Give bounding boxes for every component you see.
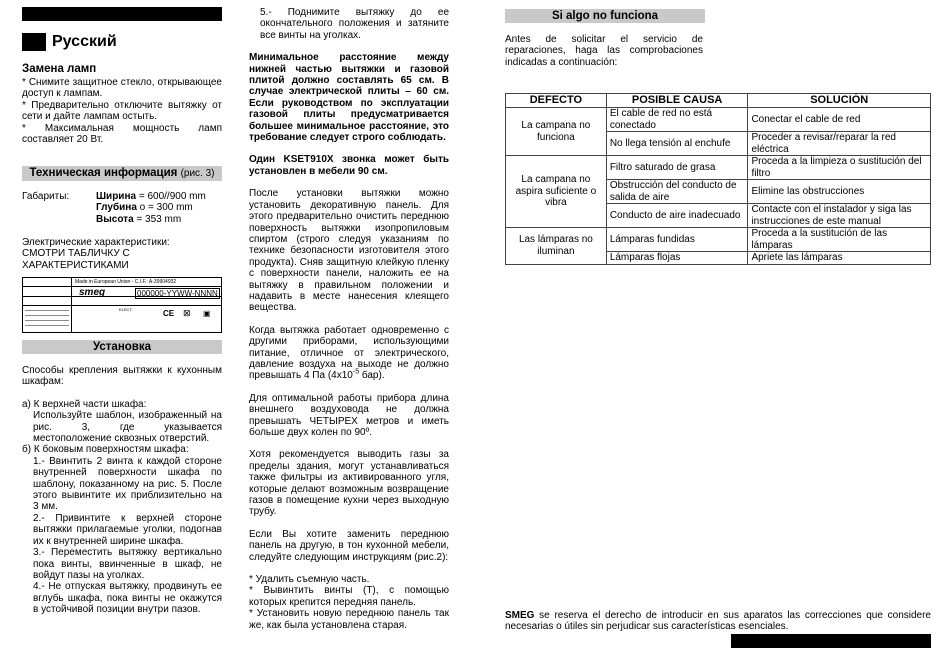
plate-serial: 000000-YYWW-NNNN: [137, 289, 218, 298]
install-b-item: 1.- Ввинтить 2 винта к каждой стороне внутренней поверхности шкафа по шаблону, показанному на рис. 5. После этого вывинтите их приблизительно на 3 мм.: [33, 455, 222, 513]
solution-cell: Apriete las lámparas: [748, 252, 931, 265]
cause-cell: El cable de red no está conectado: [606, 108, 748, 132]
install-b-item: 4.- Не отпуская вытяжку, продвинуть ее вглубь шкафа, пока винты не окажутся в устойчивой позиции внутри пазов.: [33, 581, 222, 616]
defect-cell: La campana no aspira suficiente o vibra: [506, 156, 607, 228]
header-solution: SOLUCIÓN: [748, 94, 931, 108]
solution-cell: Proceder a revisar/reparar la red eléctrica: [748, 132, 931, 156]
column-russian-2: [249, 7, 449, 631]
install-b-item: 3.- Переместить вытяжку вертикально пока винты, ввинченные в шкаф, не войдут пазы на уголках.: [33, 547, 222, 581]
tech-info-band: [22, 166, 222, 181]
cause-cell: Filtro saturado de grasa: [606, 156, 748, 180]
replace-step: * Установить новую переднюю панель так же, как была установлена старая.: [249, 608, 449, 631]
elec-line: СМОТРИ ТАБЛИЧКУ С: [22, 248, 130, 260]
plate-class-icon: ▣: [203, 309, 211, 318]
dims-label: Габариты:: [22, 191, 70, 202]
replace-step: * Вывинтить винты (Т), с помощью которых крепится передняя панель.: [249, 585, 449, 608]
plate-elect: ELECT.: [119, 307, 133, 312]
table-header-row: [506, 94, 931, 108]
cause-cell: No llega tensión al enchufe: [606, 132, 748, 156]
panel-text: После установки вытяжки можно установить декоративную панель. Для этого предварительно очистить переднюю поверхность вытяжки изопропиловым спиртом (строго следуя указаниям по технике безопасности изготовителя этого продукта). Сняв защитную клейкую пленку с поверхности панели, наложить ее на вытяжку в правильном положении и надавить в месте нанесения клеящего вещества.: [249, 188, 449, 314]
plate-details: [25, 308, 69, 328]
lamps-item: * Снимите защитное стекло, открывающее доступ к лампам.: [22, 77, 222, 100]
cause-cell: Lámparas flojas: [606, 252, 748, 265]
install-a-title: а) К верхней части шкафа:: [22, 398, 147, 410]
install-section: [22, 365, 222, 616]
pressure-exponent: -5: [352, 369, 360, 377]
lamps-heading: Замена ламп: [22, 63, 97, 75]
plate-ce-icon: CE: [163, 309, 175, 318]
solution-cell: Proceda a la limpieza o sustitución del filtro: [748, 156, 931, 180]
footer-text: se reserva el derecho de introducir en sus aparatos las correcciones que considere necesarias o útiles sin perjudicar sus características esenciales.: [505, 610, 931, 633]
install-intro: Способы крепления вытяжки к кухонным шкафам:: [22, 365, 222, 388]
min-distance-text: Минимальное расстояние между нижней частью вытяжки и газовой плитой должно составлять 65 см. В случае электрической плиты – 60 см. Если руководством по эксплуатации газовой плиты предусматривается большее минимальное расстояние, это требование следует строго соблюдать.: [249, 52, 449, 144]
dim-value: о = 300 mm: [139, 202, 193, 214]
kset-text: Один KSET910X звонка может быть установлен в мебели 90 см.: [249, 154, 449, 177]
header-defect: DEFECTO: [506, 94, 607, 108]
replace-step: * Удалить съемную часть.: [249, 574, 370, 586]
footer-note: [505, 610, 931, 633]
troubleshoot-band: Si algo no funciona: [505, 9, 705, 23]
pressure-text: [249, 325, 449, 382]
defect-cell: Las lámparas no iluminan: [506, 228, 607, 265]
install-step-5: 5.- Поднимите вытяжку до ее окончательного положения и затяните все винты на уголках.: [260, 7, 449, 41]
pressure-main: Когда вытяжка работает одновременно с другими приборами, использующими питание, отличное от электрического, давление воздуха на выходе не должно превышать 4 Па (4x10: [249, 324, 449, 382]
dim-name: Глубина: [96, 202, 137, 214]
lamps-item: * Предварительно отключите вытяжку от сети и дайте лампам остыть.: [22, 99, 222, 123]
elec-line: Электрические характеристики:: [22, 237, 170, 248]
install-b-item: 2.- Привинтите к верхней стороне вытяжки прилагаемые уголки, подогнав их к внутренней ширине шкафа.: [33, 512, 222, 547]
dim-row: [96, 214, 222, 225]
lang-marker: [22, 33, 46, 51]
solution-cell: Contacte con el instalador y siga las instrucciones de este manual: [748, 204, 931, 228]
troubleshoot-table: [505, 93, 931, 265]
install-band: Установка: [22, 340, 222, 354]
top-black-bar: [22, 7, 222, 21]
tech-info-title: Техническая информация: [29, 167, 178, 179]
dim-value: = 600//900 mm: [138, 191, 206, 202]
lang-title: Русский: [52, 33, 117, 50]
solution-cell: Elimine las obstrucciones: [748, 180, 931, 204]
dim-row: [96, 202, 222, 213]
plate-brand: smeg: [79, 287, 106, 298]
cause-cell: Lámparas fundidas: [606, 228, 748, 252]
table-row: [506, 228, 931, 252]
table-row: [506, 108, 931, 132]
elec-text: [22, 237, 222, 271]
bottom-black-bar: [731, 634, 931, 648]
elec-line: ХАРАКТЕРИСТИКАМИ: [22, 259, 129, 271]
table-row: [506, 156, 931, 180]
rating-plate: [22, 277, 222, 333]
cause-cell: Obstrucción del conducto de salida de aire: [606, 180, 748, 204]
troubleshoot-intro: Antes de solicitar el servicio de reparaciones, haga las comprobaciones indicadas a continuación:: [505, 34, 703, 68]
defect-cell: La campana no funciona: [506, 108, 607, 156]
lamps-item: * Максимальная мощность ламп составляет 20 Вт.: [22, 122, 222, 146]
install-a-text: Используйте шаблон, изображенный на рис. 3, где указывается местоположение сквозных отверстий.: [33, 410, 222, 445]
header-cause: POSIBLE CAUSA: [606, 94, 748, 108]
pressure-unit: бар).: [359, 370, 385, 382]
dim-value: = 353 mm: [136, 213, 182, 225]
footer-brand: SMEG: [505, 610, 535, 621]
dims-list: [96, 191, 222, 225]
cause-cell: Conducto de aire inadecuado: [606, 204, 748, 228]
install-b-title: б) К боковым поверхностям шкафа:: [22, 444, 189, 456]
dim-name: Ширина: [96, 191, 137, 202]
dim-name: Высота: [96, 213, 134, 225]
plate-bin-icon: ⊠: [183, 308, 191, 318]
gases-text: Хотя рекомендуется выводить газы за пределы здания, могут устанавливаться также фильтры из активированного угля, которые делают возможным возвращение газов в помещение кухни через выходную трубу.: [249, 449, 449, 518]
plate-made-in: Made in European Union - C.I.F.: A-39904932: [75, 279, 177, 285]
lamps-list: [22, 77, 222, 145]
replace-text: Если Вы хотите заменить переднюю панель на другую, в тон кухонной мебели, следуйте следующим инструкциям (рис.2):: [249, 528, 449, 563]
solution-cell: Proceda a la sustitución de las lámparas: [748, 228, 931, 252]
duct-text: Для оптимальной работы прибора длина внешнего воздуховода не должна превышать ЧЕТЫРЕХ метров и иметь больше двух колен по 90º.: [249, 392, 449, 438]
dim-row: [96, 191, 222, 202]
tech-info-ref: (рис. 3): [180, 168, 215, 179]
solution-cell: Conectar el cable de red: [748, 108, 931, 132]
